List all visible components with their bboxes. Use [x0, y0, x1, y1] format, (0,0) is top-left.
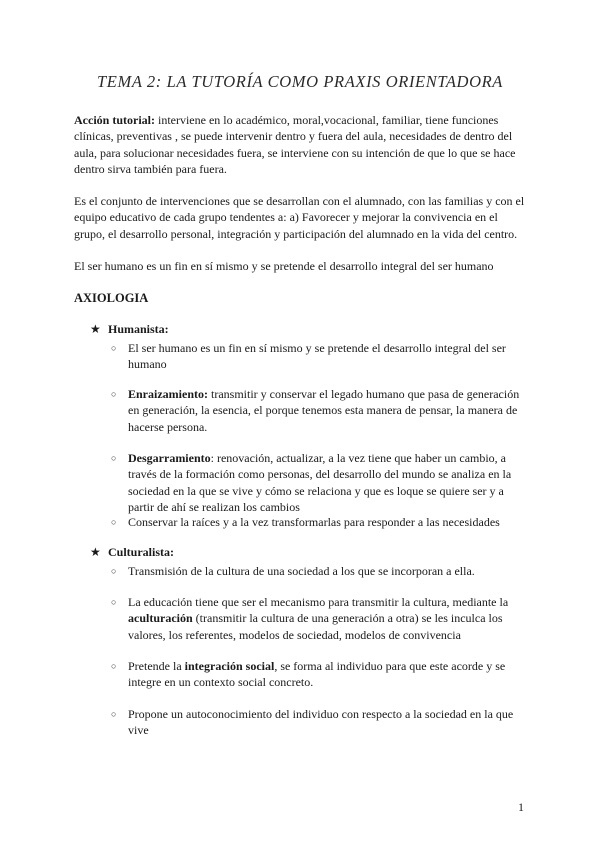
sub-item-text: (transmitir la cultura de una generación a otra) se les inculca los valores, los referentes, modelos de sociedad, modelos de convivencia	[128, 611, 503, 642]
page-number: 1	[518, 800, 524, 814]
sub-item-pre: La educación tiene que ser el mecanismo para transmitir la cultura, mediante la	[128, 595, 509, 609]
sub-item-text: Conservar la raíces y a la vez transformarlas para responder a las necesidades	[128, 515, 500, 529]
sub-item-pre: Pretende la	[128, 659, 185, 673]
list-item-humanista	[90, 322, 169, 337]
sub-item-text: El ser humano es un fin en sí mismo y se pretende el desarrollo integral del ser humano	[128, 341, 506, 372]
sub-list-item	[111, 563, 530, 579]
circle-bullet-icon: ○	[111, 343, 117, 353]
humanista-label: Humanista:	[108, 322, 169, 336]
intro-paragraph	[74, 112, 530, 178]
sub-item-bold: Enraizamiento:	[128, 387, 208, 401]
sub-item-bold: Desgarramiento	[128, 451, 211, 465]
circle-bullet-icon: ○	[111, 597, 117, 607]
sub-item-text: , se forma al individuo para que este acorde y se integre en un contexto social concreto.	[128, 659, 506, 690]
sub-item-bold: aculturación	[128, 611, 193, 626]
sub-item-text: Propone un autoconocimiento del individuo con respecto a la sociedad en la que vive	[128, 707, 514, 738]
sub-list-item	[111, 450, 530, 516]
intro-text: interviene en lo académico, moral,vocacional, familiar, tiene funciones clínicas, preventivas , se puede intervenir dentro y fuera del aula, necesidades de dentro del aula, para solucionar necesidades fuera, se interviene con su intención de que lo que se hace dentro sirva también para fuera.	[74, 113, 516, 177]
definition-paragraph: Es el conjunto de intervenciones que se desarrollan con el alumnado, con las familias y con el equipo educativo de cada grupo tendentes a: a) Favorecer y mejorar la convivencia en el grupo, el desarrollo personal, integración y participación del alumnado en la vida del centro.	[74, 194, 525, 241]
sub-list-item	[111, 594, 530, 643]
section-heading-axiologia: AXIOLOGIA	[74, 291, 149, 305]
sub-item-text: : renovación, actualizar, a la vez tiene que haber un cambio, a través de la formación como personas, del desarrollo del mundo se analiza en la sociedad en la que se vive y cómo se relaciona y que es loque se quiere ser y a partir de ahí se realizan los cambios	[128, 451, 512, 515]
sub-list-item	[111, 658, 530, 691]
circle-bullet-icon: ○	[111, 517, 117, 527]
circle-bullet-icon: ○	[111, 709, 117, 719]
summary-paragraph: El ser humano es un fin en sí mismo y se pretende el desarrollo integral del ser humano	[74, 259, 494, 273]
page-title: TEMA 2: LA TUTORÍA COMO PRAXIS ORIENTADORA	[97, 72, 503, 91]
circle-bullet-icon: ○	[111, 389, 117, 399]
intro-label: Acción tutorial:	[74, 113, 155, 127]
sub-list-item	[111, 386, 530, 435]
circle-bullet-icon: ○	[111, 661, 117, 671]
sub-list-item	[111, 514, 530, 530]
list-item-culturalista	[90, 545, 174, 560]
circle-bullet-icon: ○	[111, 453, 117, 463]
sub-list-item	[111, 340, 530, 373]
circle-bullet-icon: ○	[111, 566, 117, 576]
sub-item-text: transmitir y conservar el legado humano que pasa de generación en generación, la esencia, el porque tenemos esta manera de pensar, la manera de hacerse persona.	[128, 387, 520, 434]
sub-item-bold: integración social	[184, 659, 275, 673]
sub-list-item	[111, 706, 530, 739]
star-bullet-icon: ★	[90, 322, 101, 336]
star-bullet-icon: ★	[90, 545, 101, 559]
sub-item-text: Transmisión de la cultura de una sociedad a los que se incorporan a ella.	[128, 564, 475, 578]
culturalista-label: Culturalista:	[108, 545, 174, 559]
